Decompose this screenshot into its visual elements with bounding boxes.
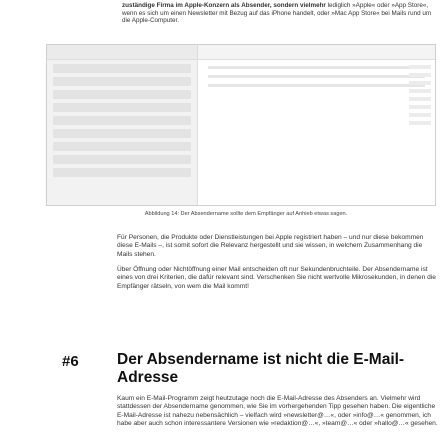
body-paragraph-2: Über Öffnung oder Nichtöffnung einer Mail entscheiden oft nur Sekundenbruchteile. Der Absendername ist eines von drei Kriterien, die dafür relevant sind. Verschenken Sie nicht wertvolle Mikrosekunden, in denen die Empfänger rätseln, von wem die Mail kommt!: [117, 266, 436, 290]
mail-list-row: [53, 155, 191, 164]
section-paragraph: Kaum ein E-Mail-Programm zeigt heutzutage noch die E-Mail-Adresse des Absenders an. Vielmehr wird stattdessen der Absendername genommen, wie Sie im vorhergehenden Tipp gesehen haben. Die eigentliche E-Mail-Adresse ist nahezu nebensächlich – vielfach wird »newsletter@…«, oder »info@…« genommen, ich habe aber auch schon interessantere Versionen wie »redaktion@…«, »team@…« oder »hallo@…« gesehen.: [117, 395, 438, 428]
body-paragraph-1: Für Personen, die Produkte oder Dienstleistungen bei Apple registriert haben – und nur diese bekommen diese E-Mails –, ist somit sofort die Relevanz hergestellt und sie wissen, in welchem Zusammenhang die Mails stehen.: [117, 234, 424, 258]
mail-list-row: [53, 168, 191, 177]
mail-list-pane: [47, 45, 198, 205]
section-number: #6: [62, 353, 79, 370]
mail-list-row: [53, 77, 191, 86]
intro-paragraph: [122, 2, 440, 25]
mail-list-row: [53, 103, 191, 112]
mail-reading-pane: [198, 45, 435, 205]
mail-body-line: [208, 84, 425, 87]
mail-body-line: [208, 66, 425, 69]
figure-caption: Abbildung 14: Der Absendername sollte dem Empfänger auf Anhieb etwas sagen.: [144, 211, 348, 217]
mail-body-line: [208, 75, 425, 78]
section-heading: Der Absendername ist nicht die E-Mail-Adresse: [117, 351, 405, 386]
inbox-screenshot: [46, 44, 436, 206]
reading-toolbar: [198, 45, 435, 60]
mail-list-row: [53, 64, 191, 73]
intro-bold-lead: zuständige Firma im Apple-Konzern als Absender, sondern vielmehr: [122, 2, 326, 9]
mail-list-row: [53, 142, 191, 151]
mail-list-row: [53, 129, 191, 138]
mail-list-toolbar: [47, 45, 197, 60]
mail-list-row: [53, 90, 191, 99]
intro-rest: lediglich »Apple« oder »App Store«, wenn es sich um einen Newsletter mit Bezug auf das iPhone handelt, oder »Mac App Store« bei Mails rund um die Apple-Computer.: [122, 2, 432, 25]
mail-list-row: [53, 116, 191, 125]
reading-sidebar: [409, 65, 431, 129]
